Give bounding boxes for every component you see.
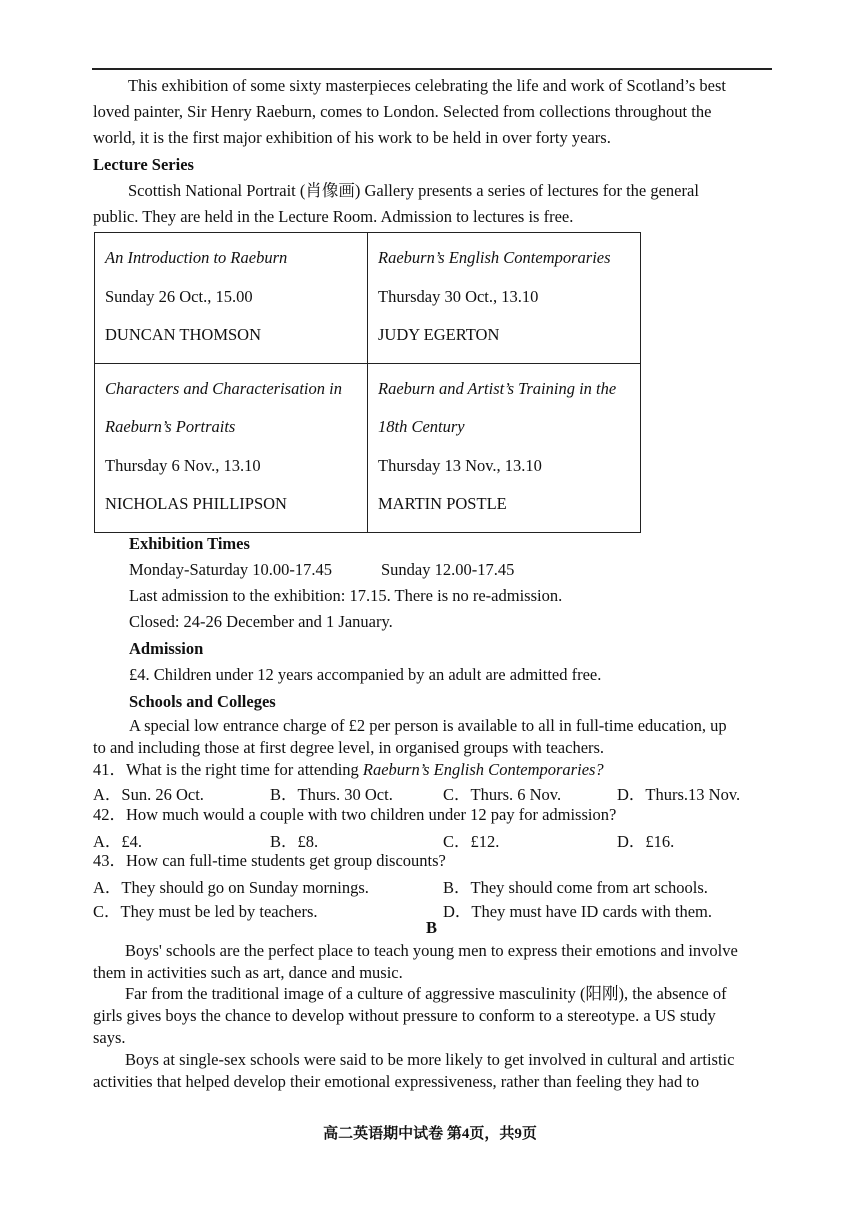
question-text: What is the right time for attending (126, 760, 363, 779)
q41-option-b: B．Thurs. 30 Oct. (270, 785, 393, 804)
lecture-speaker: MARTIN POSTLE (378, 494, 507, 513)
lecture-cell (368, 233, 641, 364)
schools-line-2: to and including those at first degree level, in organised groups with teachers. (93, 738, 605, 757)
section-b-p1-line-2: them in activities such as art, dance and music. (93, 963, 403, 982)
times-weekday: Monday-Saturday 10.00-17.45 (129, 560, 333, 579)
times-closed: Closed: 24-26 December and 1 January. (129, 612, 393, 631)
lecture-date: Thursday 30 Oct., 13.10 (378, 286, 539, 306)
lecture-cell (95, 363, 368, 532)
section-b-p3-line-1: Boys at single-sex schools were said to be more likely to get involved in cultural and artistic (125, 1050, 735, 1069)
q41-option-a: A．Sun. 26 Oct. (93, 785, 204, 804)
lecture-date: Sunday 26 Oct., 15.00 (105, 286, 253, 306)
section-b-heading: B (426, 918, 438, 937)
q43-option-c: C．They must be led by teachers. (93, 902, 318, 921)
section-b-p2-line-1: Far from the traditional image of a culture of aggressive masculinity (阳刚), the absence of (125, 984, 727, 1003)
lecture-speaker: NICHOLAS PHILLIPSON (105, 494, 287, 513)
q42-option-b: B．£8. (270, 832, 319, 851)
question-text: How much would a couple with two children under 12 pay for admission? (126, 805, 617, 824)
lecture-heading: Lecture Series (93, 155, 194, 174)
lecture-date: Thursday 13 Nov., 13.10 (378, 455, 542, 475)
question-italic: Raeburn’s English Contemporaries? (362, 760, 604, 779)
q41-option-d: D．Thurs.13 Nov. (617, 785, 741, 804)
q43-option-d: D．They must have ID cards with them. (443, 902, 712, 921)
lecture-date: Thursday 6 Nov., 13.10 (105, 455, 261, 475)
question-41 (93, 759, 604, 781)
admission-heading: Admission (129, 639, 204, 658)
lecture-title-cont: Raeburn’s Portraits (105, 417, 236, 436)
lecture-line-2: public. They are held in the Lecture Room. Admission to lectures is free. (93, 207, 574, 226)
lecture-speaker: JUDY EGERTON (378, 325, 500, 344)
q43-option-a: A．They should go on Sunday mornings. (93, 878, 369, 897)
lecture-table (94, 232, 641, 533)
question-number: 43． (93, 851, 126, 870)
table-row (95, 233, 641, 364)
section-b-p2-line-3: says. (93, 1028, 126, 1047)
q41-option-c: C．Thurs. 6 Nov. (443, 785, 562, 804)
top-rule (92, 68, 772, 70)
lecture-title: Raeburn and Artist’s Training in the (378, 378, 617, 398)
lecture-speaker: DUNCAN THOMSON (105, 325, 262, 344)
admission-text: £4. Children under 12 years accompanied by an adult are admitted free. (129, 665, 602, 684)
times-heading: Exhibition Times (129, 534, 250, 553)
question-number: 42． (93, 805, 126, 824)
lecture-title-cont: 18th Century (378, 417, 465, 436)
lecture-cell (95, 233, 368, 364)
q42-option-d: D．£16. (617, 832, 675, 851)
q42-option-a: A．£4. (93, 832, 143, 851)
intro-line-2: loved painter, Sir Henry Raeburn, comes to London. Selected from collections throughout the (93, 102, 712, 121)
lecture-line-1: Scottish National Portrait (肖像画) Gallery presents a series of lectures for the general (128, 181, 699, 200)
times-sunday: Sunday 12.00-17.45 (381, 560, 515, 579)
intro-line-3: world, it is the first major exhibition of his work to be held in over forty years. (93, 128, 611, 147)
section-b-p3-line-2: activities that helped develop their emotional expressiveness, rather than feeling they had to (93, 1072, 700, 1091)
section-b-p1-line-1: Boys' schools are the perfect place to teach young men to express their emotions and involve (125, 941, 738, 960)
section-b-p2-line-2: girls gives boys the chance to develop without pressure to conform to a stereotype. a US study (93, 1006, 716, 1025)
question-number: 41． (93, 760, 126, 779)
question-43 (93, 850, 446, 872)
page-footer: 高二英语期中试卷 第4页，共9页 (323, 1126, 537, 1142)
lecture-title: Characters and Characterisation in (105, 378, 342, 398)
schools-heading: Schools and Colleges (129, 692, 276, 711)
schools-line-1: A special low entrance charge of £2 per person is available to all in full-time education, up (129, 716, 727, 735)
times-last-admission: Last admission to the exhibition: 17.15. There is no re-admission. (129, 586, 563, 605)
lecture-title: An Introduction to Raeburn (105, 248, 288, 267)
lecture-cell (368, 363, 641, 532)
table-row (95, 363, 641, 532)
intro-line-1: This exhibition of some sixty masterpieces celebrating the life and work of Scotland’s best (128, 76, 726, 95)
q43-option-b: B．They should come from art schools. (443, 878, 708, 897)
lecture-title: Raeburn’s English Contemporaries (378, 248, 611, 267)
question-42 (93, 804, 616, 826)
q42-option-c: C．£12. (443, 832, 500, 851)
question-text: How can full-time students get group discounts? (126, 851, 446, 870)
